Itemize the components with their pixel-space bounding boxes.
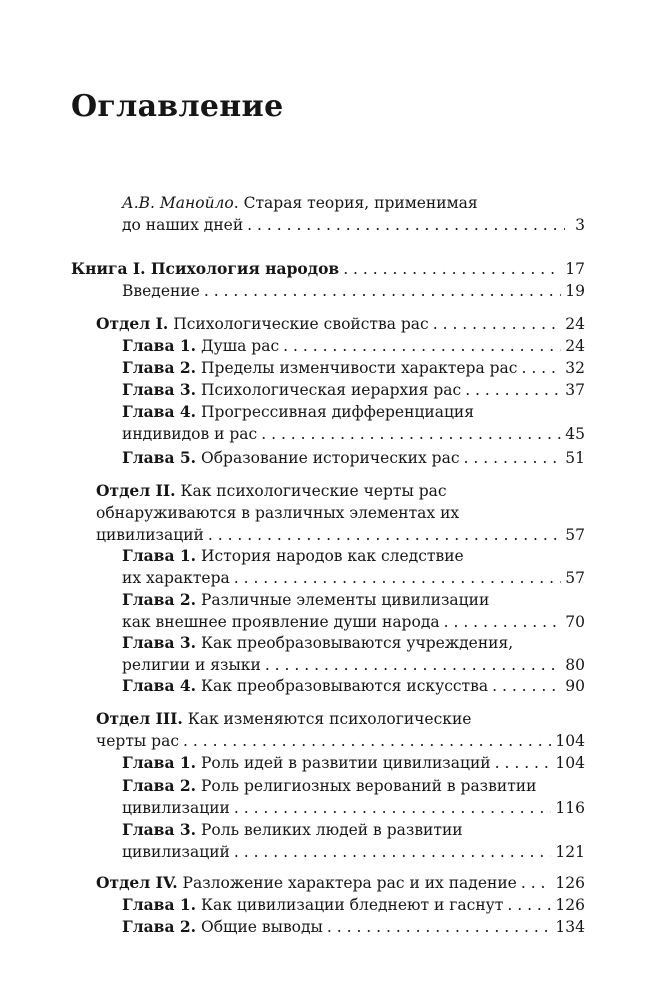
toc-page-number: 24: [565, 315, 585, 333]
toc-page-number: 19: [565, 282, 585, 300]
toc-entry-title: . Старая теория, применимая: [233, 194, 478, 212]
toc-entry-text: [96, 708, 471, 730]
toc-entry-text: [122, 894, 503, 916]
toc-entry-line: [122, 654, 585, 676]
toc-entry-line: [122, 632, 585, 654]
toc-entry-title: Разложение характера рас и их падение: [177, 874, 517, 892]
toc-entry-title: Как цивилизации бледнеют и гаснут: [196, 896, 504, 914]
toc-entry-line: [122, 423, 585, 445]
toc-entry-line: [122, 280, 585, 302]
toc-entry-text: [122, 447, 460, 469]
toc-dot-leader: [507, 894, 551, 916]
toc-dot-leader: [265, 654, 561, 676]
toc-dot-leader: [521, 872, 552, 894]
toc-entry-text: [96, 313, 429, 335]
toc-entry-line: [122, 675, 585, 697]
toc-entry-text: [96, 480, 447, 502]
toc-dot-leader: [327, 916, 552, 938]
page-title: Оглавление: [71, 89, 284, 124]
toc-page-number: 104: [555, 732, 585, 750]
toc-entry-text: [122, 916, 323, 938]
toc-entry-heading: Глава 2.: [122, 590, 197, 609]
toc-entry-title: как внешнее проявление души народа: [122, 613, 440, 631]
toc-entry-text: [122, 841, 230, 863]
toc-page-number: 45: [565, 425, 585, 443]
toc-entry-title: Как преобразовываются искусства: [196, 677, 489, 695]
toc-entry-text: [122, 589, 489, 611]
toc-entry-text: [96, 502, 459, 524]
toc-entry-heading: Глава 1.: [122, 753, 197, 772]
toc-page-number: 37: [565, 381, 585, 399]
toc-entry-text: [96, 524, 204, 546]
toc-entry-line: [96, 872, 585, 894]
toc-entry-title: Прогрессивная дифференциация: [196, 403, 475, 421]
toc-entry-heading: Глава 1.: [122, 895, 197, 914]
toc-entry-text: [71, 258, 339, 280]
toc-entry-text: [122, 567, 230, 589]
toc-entry-heading: Отдел III.: [96, 709, 183, 728]
toc-entry-line: [96, 502, 585, 524]
toc-entry-heading: Глава 5.: [122, 448, 197, 467]
toc-entry-heading: Глава 3.: [122, 633, 197, 652]
toc-dot-leader: [204, 280, 561, 302]
toc-entry-title: История народов как следствие: [196, 547, 464, 565]
toc-entry-text: [122, 335, 279, 357]
toc-entry-text: [122, 214, 243, 236]
toc-entry-line: [122, 819, 585, 841]
toc-entry-title: цивилизации: [122, 799, 230, 817]
toc-entry-heading: Глава 1.: [122, 546, 197, 565]
toc-entry-title: цивилизаций: [122, 843, 230, 861]
toc-entry-title: индивидов и рас: [122, 425, 258, 443]
toc-dot-leader: [465, 379, 561, 401]
toc-entry-title: Как психологические черты рас: [175, 482, 447, 500]
toc-entry-line: [96, 730, 585, 752]
toc-entry-line: [122, 545, 585, 567]
toc-entry-text: [122, 423, 257, 445]
toc-page-number: 51: [565, 449, 585, 467]
toc-entry-title: их характера: [122, 569, 230, 587]
toc-entry-line: [122, 797, 585, 819]
toc-page-number: 90: [565, 677, 585, 695]
toc-entry-title: Как изменяются психологические: [182, 710, 472, 728]
toc-page-number: 126: [555, 896, 585, 914]
toc-dot-leader: [183, 730, 551, 752]
toc-entry-line: [96, 708, 585, 730]
toc-entry-title: цивилизаций: [96, 526, 204, 544]
toc-entry-text: [96, 872, 517, 894]
toc-entry-line: [122, 357, 585, 379]
toc-entry-text: [122, 654, 261, 676]
toc-entry-line: [122, 752, 585, 774]
toc-entry-heading: Глава 4.: [122, 676, 197, 695]
toc-page-number: 32: [565, 359, 585, 377]
toc-entry-title: Роль великих людей в развитии: [196, 821, 463, 839]
toc-entry-heading: Глава 3.: [122, 380, 197, 399]
toc-entry-heading: Отдел I.: [96, 314, 169, 333]
toc-entry-title: Различные элементы цивилизации: [196, 591, 490, 609]
toc-entry-heading: Глава 1.: [122, 336, 197, 355]
toc-entry-title: Общие выводы: [196, 918, 323, 936]
toc-entry-title: религии и языки: [122, 656, 261, 674]
toc-entry-text: [122, 675, 488, 697]
toc-entry-title: Душа рас: [196, 337, 280, 355]
toc-entry-title: Введение: [122, 282, 200, 300]
toc-dot-leader: [234, 567, 562, 589]
toc-entry-title: Психологическая иерархия рас: [196, 381, 462, 399]
toc-dot-leader: [234, 841, 552, 863]
toc-entry-title: до наших дней: [122, 216, 244, 234]
toc-entry-line: [122, 214, 585, 236]
toc-entry-heading: Глава 2.: [122, 917, 197, 936]
toc-entry-line: [122, 401, 585, 423]
toc-entry-line: [71, 258, 585, 280]
toc-dot-leader: [521, 357, 561, 379]
toc-dot-leader: [234, 797, 552, 819]
toc-entry-title: Психологические свойства рас: [168, 315, 429, 333]
toc-dot-leader: [247, 214, 565, 236]
toc-page-number: 57: [565, 526, 585, 544]
toc-entry-title: Роль идей в развитии цивилизаций: [196, 754, 491, 772]
toc-entry-text: [122, 401, 474, 423]
toc-entry-text: [122, 819, 463, 841]
toc-dot-leader: [495, 752, 552, 774]
toc-dot-leader: [208, 524, 561, 546]
toc-entry-heading: Отдел IV.: [96, 873, 178, 892]
toc-entry-title: Образование исторических рас: [196, 449, 460, 467]
toc-entry-line: [122, 894, 585, 916]
toc-entry-heading: Глава 4.: [122, 402, 197, 421]
toc-page-number: 80: [565, 656, 585, 674]
toc-page-number: 70: [565, 613, 585, 631]
toc-entry-heading: Книга I. Психология народов: [71, 259, 340, 278]
toc-entry-text: [122, 752, 491, 774]
toc-entry-text: [96, 730, 179, 752]
toc-page-number: 121: [555, 843, 585, 861]
toc-dot-leader: [261, 423, 561, 445]
toc-dot-leader: [492, 675, 561, 697]
toc-entry-text: [122, 632, 513, 654]
toc-entry-line: [122, 335, 585, 357]
toc-entry-line: [122, 192, 585, 214]
toc-page-number: 134: [555, 918, 585, 936]
toc-page-number: 24: [565, 337, 585, 355]
toc-entry-line: [122, 589, 585, 611]
toc-entry-line: [96, 313, 585, 335]
toc-entry-line: [122, 841, 585, 863]
toc-dot-leader: [283, 335, 561, 357]
toc-entry-line: [122, 379, 585, 401]
toc-page-number: 126: [555, 874, 585, 892]
toc-entry-heading: Глава 2.: [122, 358, 197, 377]
toc-entry-heading: Отдел II.: [96, 481, 176, 500]
toc-entry-text: [122, 797, 230, 819]
toc-entry-title: Роль религиозных верований в развитии: [196, 777, 537, 795]
toc-entry-line: [122, 611, 585, 633]
toc-entry-title: черты рас: [96, 732, 180, 750]
toc-entry-title: Как преобразовываются учреждения,: [196, 634, 514, 652]
toc-entry-title: обнаруживаются в различных элементах их: [96, 504, 460, 522]
toc-page-number: 17: [565, 260, 585, 278]
toc-page-number: 116: [555, 799, 585, 817]
toc-entry-line: [122, 447, 585, 469]
toc-page-number: 57: [565, 569, 585, 587]
toc-entry-text: [122, 357, 517, 379]
toc-entry-text: [122, 545, 464, 567]
toc-entry-text: [122, 611, 440, 633]
toc-dot-leader: [343, 258, 561, 280]
toc-entry-author: А.В. Манойло: [122, 194, 234, 212]
toc-entry-line: [96, 524, 585, 546]
toc-dot-leader: [433, 313, 562, 335]
toc-entry-text: [122, 192, 478, 214]
toc-page-number: 3: [575, 216, 585, 234]
toc-entry-line: [122, 567, 585, 589]
toc-page-number: 104: [555, 754, 585, 772]
toc-dot-leader: [464, 447, 562, 469]
toc-entry-heading: Глава 3.: [122, 820, 197, 839]
toc-entry-line: [122, 916, 585, 938]
toc-entry-line: [122, 775, 585, 797]
toc-entry-title: Пределы изменчивости характера рас: [196, 359, 518, 377]
toc-entry-heading: Глава 2.: [122, 776, 197, 795]
toc-entry-line: [96, 480, 585, 502]
toc-dot-leader: [444, 611, 562, 633]
toc-entry-text: [122, 280, 200, 302]
toc-entry-text: [122, 775, 536, 797]
toc-entry-text: [122, 379, 461, 401]
